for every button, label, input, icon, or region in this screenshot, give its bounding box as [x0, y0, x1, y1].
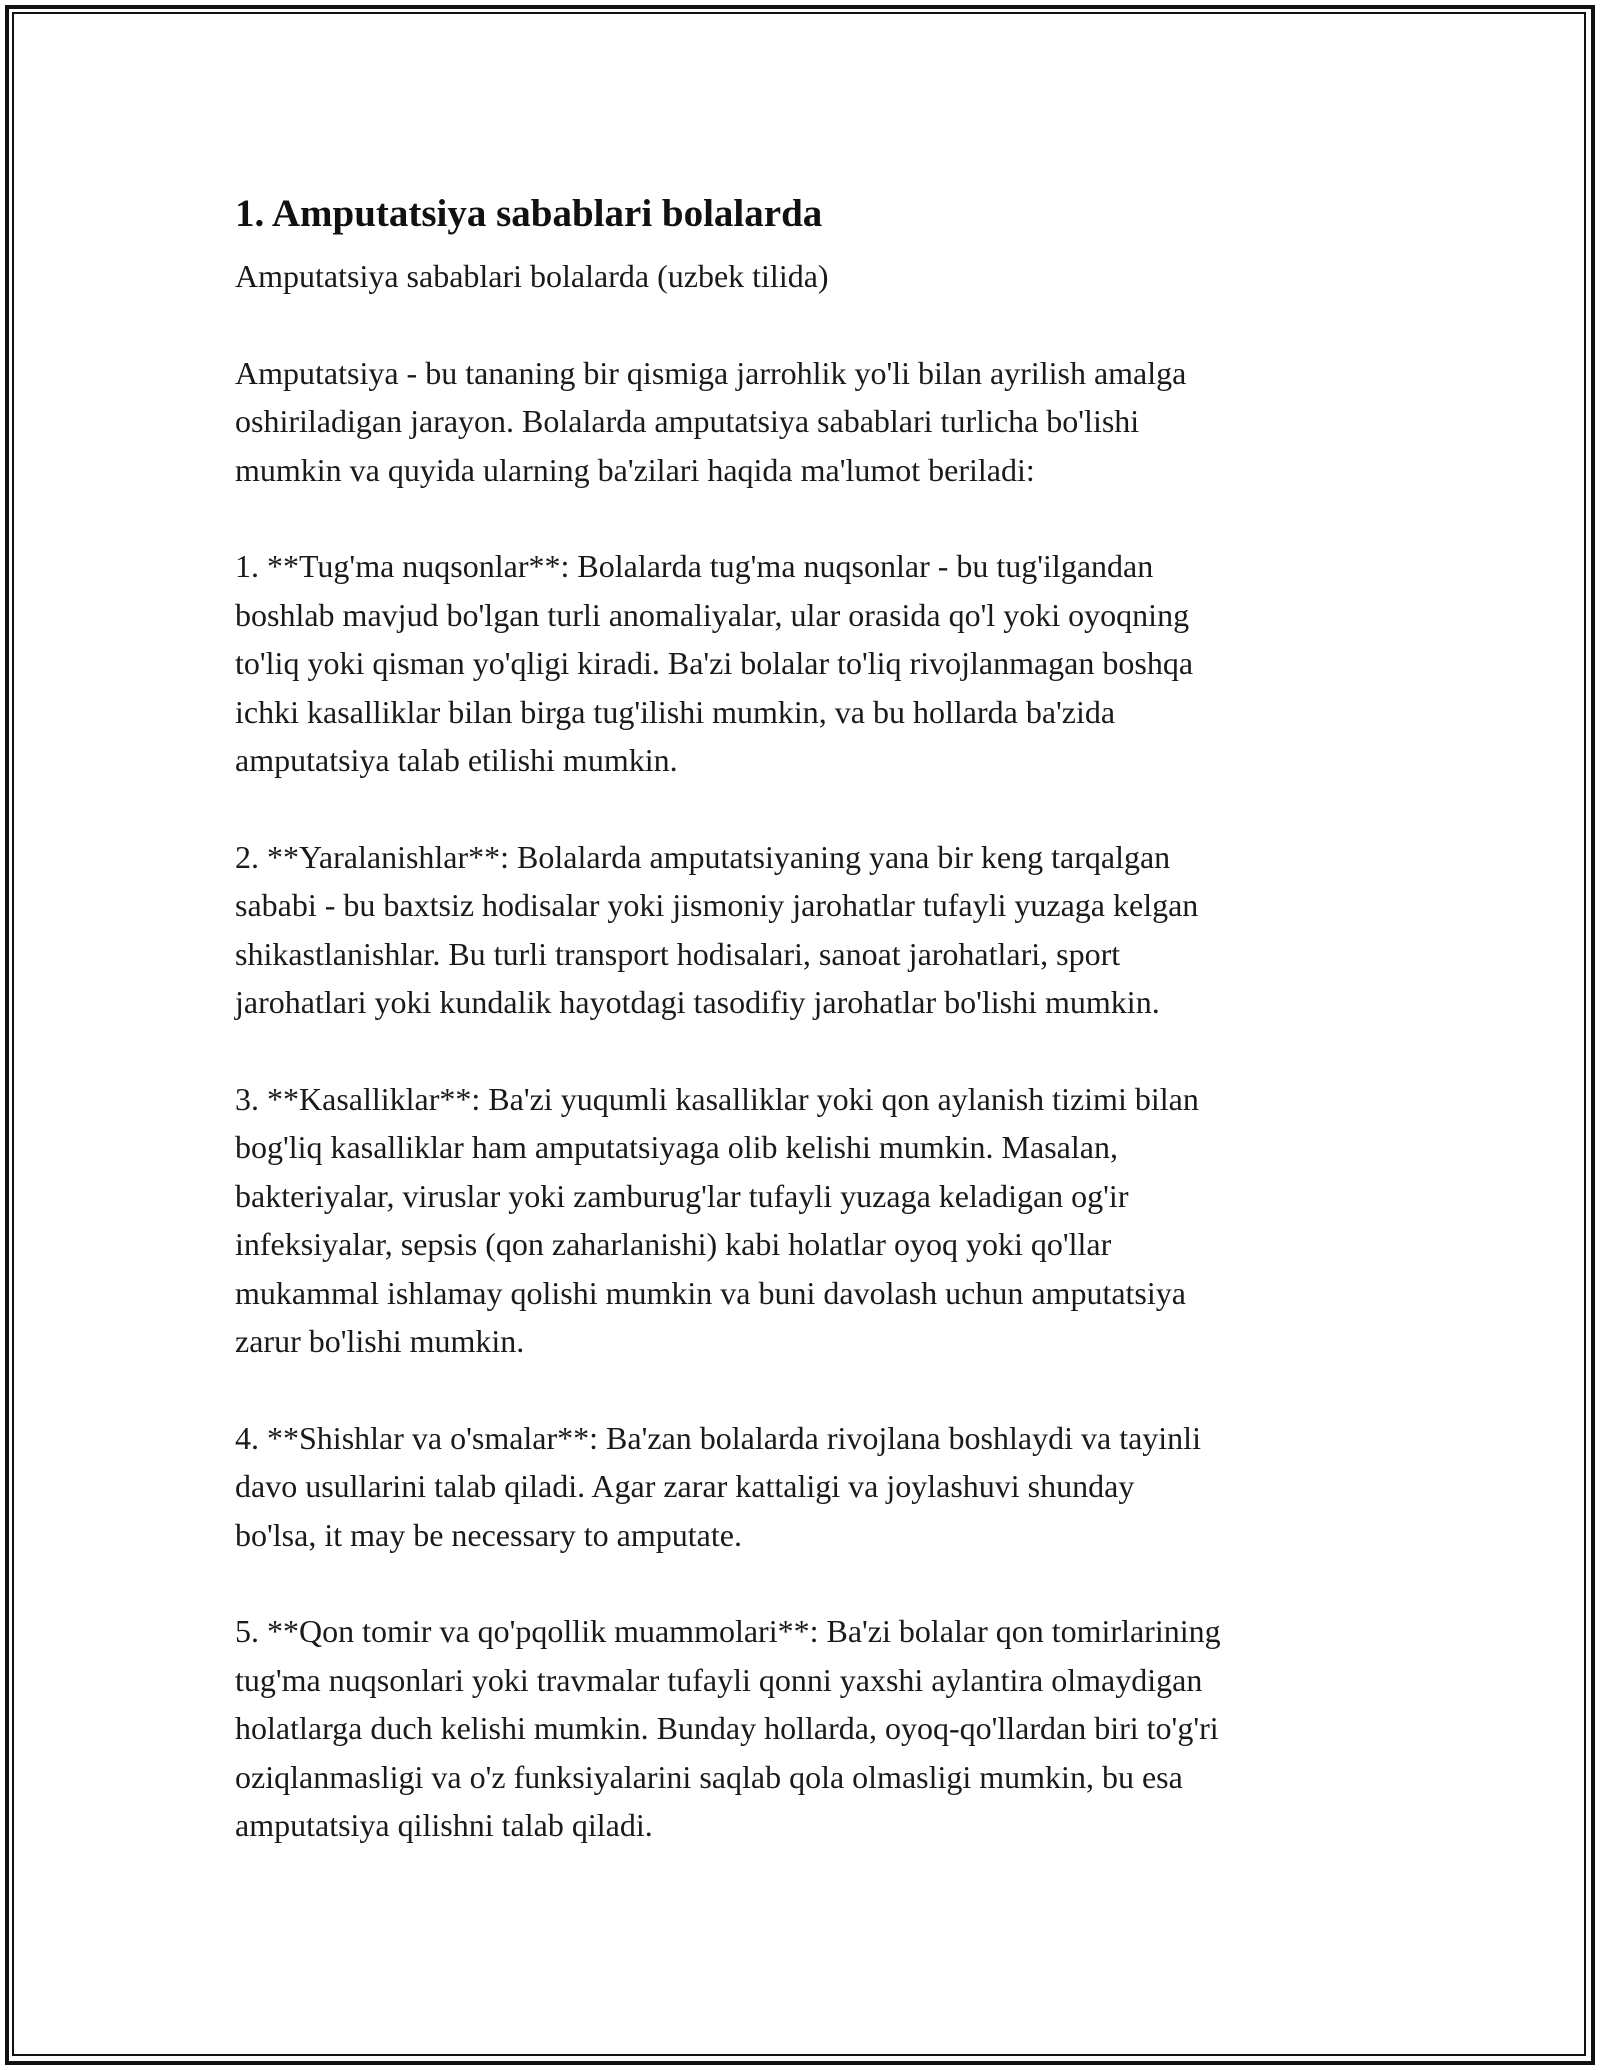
text-line: 4. **Shishlar va o'smalar**: Ba'zan bolalarda rivojlana boshlaydi va tayinli	[235, 1419, 1201, 1456]
text-line: boshlab mavjud bo'lgan turli anomaliyalar, ular orasida qo'l yoki oyoqning	[235, 596, 1190, 633]
text-line: shikastlanishlar. Bu turli transport hodisalari, sanoat jarohatlari, sport	[235, 935, 1121, 972]
text-line: 1. **Tug'ma nuqsonlar**: Bolalarda tug'ma nuqsonlar - bu tug'ilgandan	[235, 548, 1154, 584]
text-line: jarohatlari yoki kundalik hayotdagi tasodifiy jarohatlar bo'lishi mumkin.	[235, 984, 1160, 1020]
text-line: oziqlanmasligi va o'z funksiyalarini saqlab qola olmasligi mumkin, bu esa	[235, 1758, 1183, 1795]
paragraph-item-4	[235, 1414, 1375, 1560]
text-line: bog'liq kasalliklar ham amputatsiyaga olib kelishi mumkin. Masalan,	[235, 1129, 1118, 1165]
text-line: Amputatsiya sabablari bolalarda (uzbek tilida)	[235, 258, 829, 294]
text-line: mumkin va quyida ularning ba'zilari haqida ma'lumot beriladi:	[235, 451, 1035, 488]
text-line: Amputatsiya - bu tananing bir qismiga jarrohlik yo'li bilan ayrilish amalga	[235, 354, 1187, 391]
text-line: tug'ma nuqsonlari yoki travmalar tufayli qonni yaxshi aylantira olmaydigan	[235, 1661, 1203, 1698]
text-line: infeksiyalar, sepsis (qon zaharlanishi) kabi holatlar oyoq yoki qo'llar	[235, 1226, 1112, 1262]
text-line: amputatsiya talab etilishi mumkin.	[235, 742, 678, 778]
paragraph-subtitle	[235, 252, 1375, 301]
text-line: ichki kasalliklar bilan birga tug'ilishi mumkin, va bu hollarda ba'zida	[235, 693, 1116, 730]
document-body	[235, 188, 1375, 1898]
text-line: 2. **Yaralanishlar**: Bolalarda amputatsiyaning yana bir keng tarqalgan	[235, 838, 1171, 875]
text-line: to'liq yoki qisman yo'qligi kiradi. Ba'zi bolalar to'liq rivojlanmagan boshqa	[235, 645, 1194, 681]
text-line: amputatsiya qilishni talab qiladi.	[235, 1807, 653, 1843]
text-line: mukammal ishlamay qolishi mumkin va buni davolash uchun amputatsiya	[235, 1274, 1186, 1311]
text-line: oshiriladigan jarayon. Bolalarda amputatsiya sabablari turlicha bo'lishi	[235, 403, 1140, 439]
text-line: holatlarga duch kelishi mumkin. Bunday hollarda, oyoq-qo'llardan biri to'g'ri	[235, 1710, 1219, 1746]
paragraph-intro	[235, 349, 1375, 495]
paragraph-item-5	[235, 1607, 1375, 1850]
document-title: 1. Amputatsiya sabablari bolalarda	[235, 192, 823, 235]
text-line: 3. **Kasalliklar**: Ba'zi yuqumli kasalliklar yoki qon aylanish tizimi bilan	[235, 1080, 1199, 1117]
paragraph-item-2	[235, 833, 1375, 1027]
paragraph-item-3	[235, 1075, 1375, 1366]
text-line: sababi - bu baxtsiz hodisalar yoki jismoniy jarohatlar tufayli yuzaga kelgan	[235, 887, 1199, 923]
text-line: bo'lsa, it may be necessary to amputate.	[235, 1516, 742, 1553]
text-line: zarur bo'lishi mumkin.	[235, 1323, 525, 1359]
text-line: 5. **Qon tomir va qo'pqollik muammolari**: Ba'zi bolalar qon tomirlarining	[235, 1613, 1221, 1649]
text-line: davo usullarini talab qiladi. Agar zarar kattaligi va joylashuvi shunday	[235, 1468, 1135, 1504]
paragraph-item-1	[235, 542, 1375, 785]
text-line: bakteriyalar, viruslar yoki zamburug'lar tufayli yuzaga keladigan og'ir	[235, 1177, 1129, 1214]
